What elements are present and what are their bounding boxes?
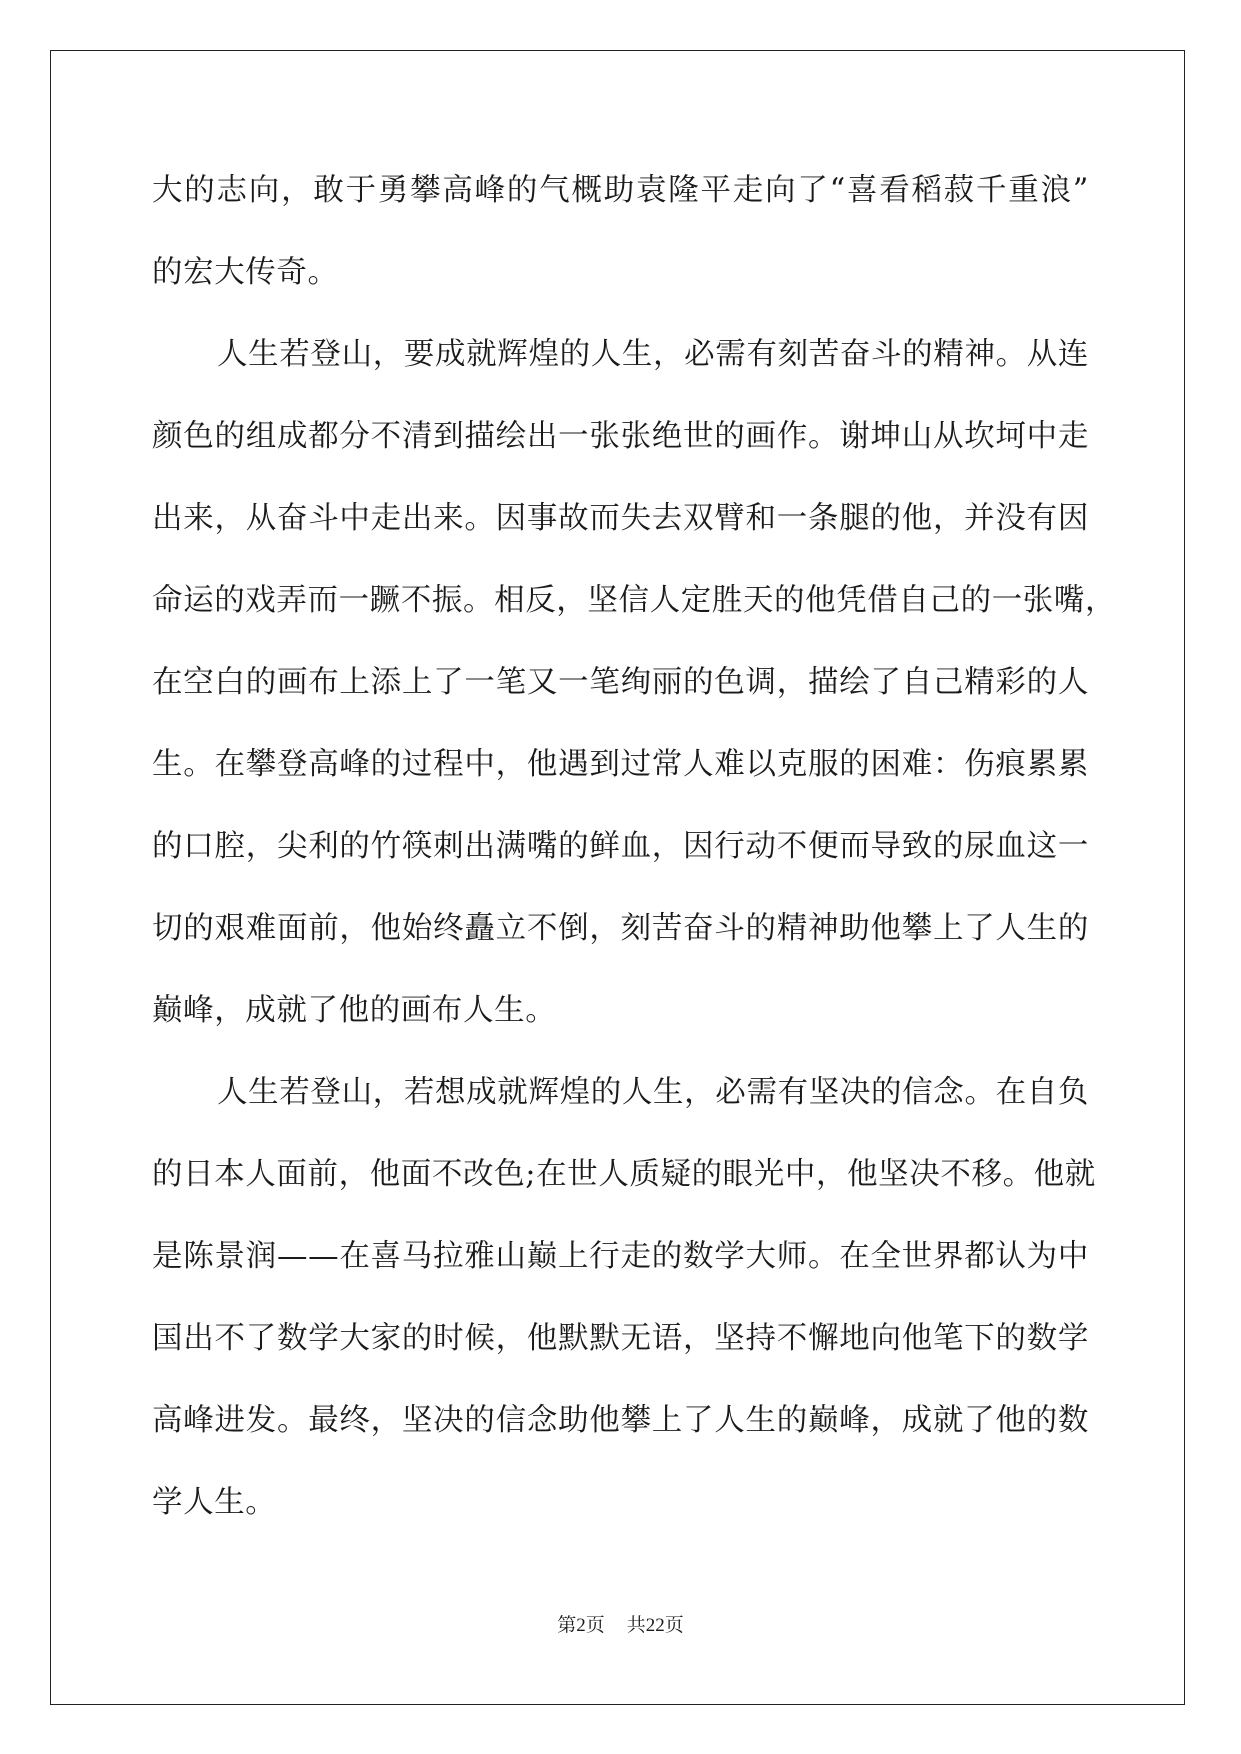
text-line: 国出不了数学大家的时候，他默默无语，坚持不懈地向他笔下的数学: [152, 1321, 1089, 1356]
text-line: 颜色的组成都分不清到描绘出一张张绝世的画作。谢坤山从坎坷中走: [152, 419, 1089, 454]
text-line: 切的艰难面前，他始终矗立不倒，刻苦奋斗的精神助他攀上了人生的: [152, 911, 1089, 946]
document-body: [152, 150, 1117, 1544]
text-line: 人生若登山，要成就辉煌的人生，必需有刻苦奋斗的精神。从连: [217, 337, 1089, 372]
page-footer: [0, 1610, 1241, 1637]
text-line: 高峰进发。最终，坚决的信念助他攀上了人生的巅峰，成就了他的数: [152, 1403, 1089, 1438]
text-line: 巅峰，成就了他的画布人生。: [152, 993, 557, 1028]
text-line: 命运的戏弄而一蹶不振。相反，坚信人定胜天的他凭借自己的一张嘴，: [152, 583, 1117, 618]
text-line: 在空白的画布上添上了一笔又一笔绚丽的色调，描绘了自己精彩的人: [152, 665, 1089, 700]
text-line: 的口腔，尖利的竹筷刺出满嘴的鲜血，因行动不便而导致的尿血这一: [152, 829, 1089, 864]
text-line: 人生若登山，若想成就辉煌的人生，必需有坚决的信念。在自负: [217, 1075, 1089, 1110]
text-line: 生。在攀登高峰的过程中，他遇到过常人难以克服的困难：伤痕累累: [152, 747, 1089, 782]
page-total: 共22页: [626, 1615, 684, 1636]
text-line: 大的志向，敢于勇攀高峰的气概助袁隆平走向了“喜看稻菽千重浪”: [152, 173, 1089, 208]
page-number: 第2页: [557, 1615, 605, 1636]
text-line: 出来，从奋斗中走出来。因事故而失去双臂和一条腿的他，并没有因: [152, 501, 1089, 536]
text-line: 是陈景润——在喜马拉雅山巅上行走的数学大师。在全世界都认为中: [152, 1239, 1089, 1274]
text-line: 的日本人面前，他面不改色;在世人质疑的眼光中，他坚决不移。他就: [152, 1157, 1096, 1192]
text-line: 的宏大传奇。: [152, 255, 339, 290]
text-line: 学人生。: [152, 1485, 277, 1520]
